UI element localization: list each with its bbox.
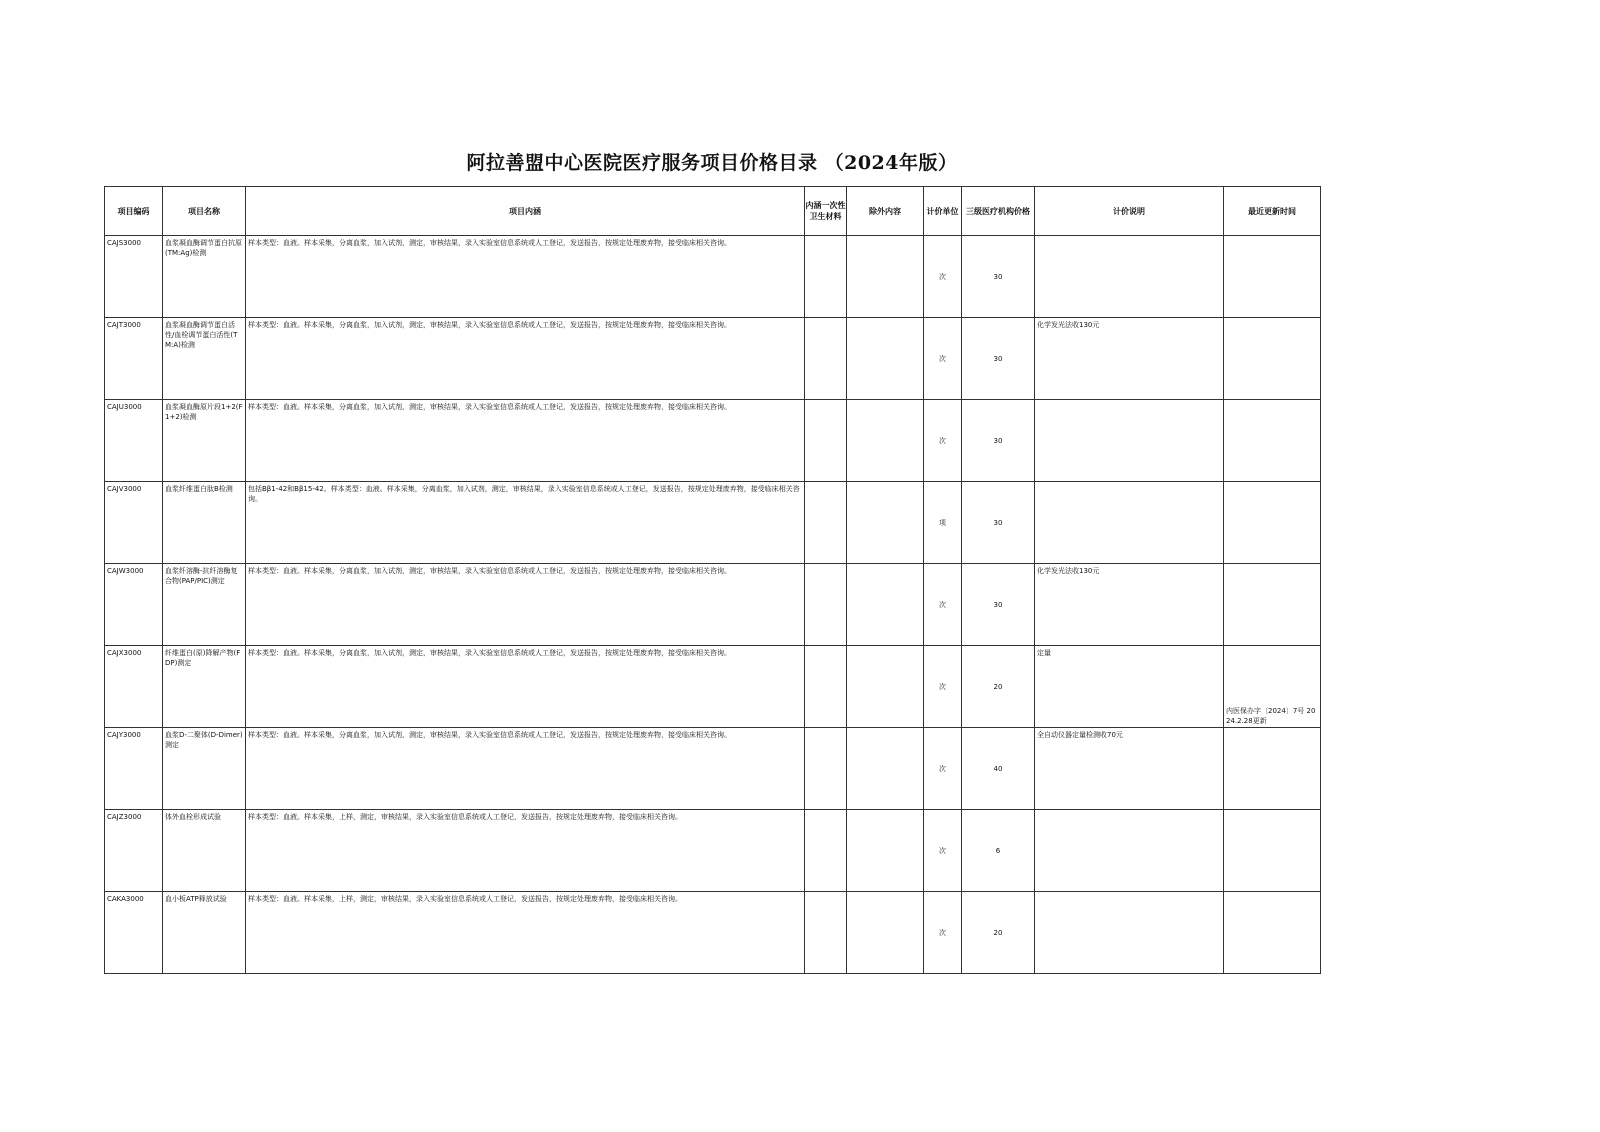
cell-code: CAJY3000 [105, 728, 163, 810]
cell-price: 30 [962, 236, 1035, 318]
header-exclusions: 除外内容 [847, 187, 924, 236]
cell-notes: 全自动仪器定量检测收70元 [1035, 728, 1224, 810]
cell-consumables [805, 892, 847, 974]
cell-notes [1035, 810, 1224, 892]
cell-content: 样本类型：血液。样本采集，分离血浆，加入试剂，测定，审核结果，录入实验室信息系统或人工登记，发送报告，按规定处理废弃物，接受临床相关咨询。 [246, 318, 805, 400]
header-updated: 最近更新时间 [1224, 187, 1321, 236]
cell-updated [1224, 810, 1321, 892]
table-row [105, 236, 1321, 318]
cell-name: 体外血栓形成试验 [163, 810, 246, 892]
cell-consumables [805, 646, 847, 728]
cell-name: 血小板ATP释放试验 [163, 892, 246, 974]
cell-exclusions [847, 400, 924, 482]
cell-notes [1035, 892, 1224, 974]
cell-consumables [805, 482, 847, 564]
cell-updated [1224, 318, 1321, 400]
cell-updated [1224, 564, 1321, 646]
cell-price: 20 [962, 646, 1035, 728]
price-table [104, 186, 1321, 974]
table-header-row [105, 187, 1321, 236]
header-code: 项目编码 [105, 187, 163, 236]
cell-unit: 次 [924, 236, 962, 318]
header-consumables: 内涵一次性卫生材料 [805, 187, 847, 236]
cell-notes: 化学发光法收130元 [1035, 318, 1224, 400]
cell-code: CAJU3000 [105, 400, 163, 482]
table-row [105, 646, 1321, 728]
cell-name: 血浆纤维蛋白肽B检测 [163, 482, 246, 564]
cell-exclusions [847, 318, 924, 400]
cell-content: 样本类型：血液。样本采集，分离血浆，加入试剂，测定，审核结果，录入实验室信息系统或人工登记，发送报告，按规定处理废弃物，接受临床相关咨询。 [246, 728, 805, 810]
cell-notes [1035, 236, 1224, 318]
cell-unit: 次 [924, 318, 962, 400]
cell-exclusions [847, 892, 924, 974]
cell-code: CAJW3000 [105, 564, 163, 646]
cell-updated [1224, 236, 1321, 318]
cell-content: 样本类型：血液。样本采集，分离血浆，加入试剂，测定，审核结果，录入实验室信息系统或人工登记，发送报告，按规定处理废弃物，接受临床相关咨询。 [246, 236, 805, 318]
cell-code: CAJT3000 [105, 318, 163, 400]
cell-unit: 项 [924, 482, 962, 564]
cell-notes [1035, 400, 1224, 482]
cell-updated [1224, 400, 1321, 482]
cell-price: 20 [962, 892, 1035, 974]
cell-name: 血浆凝血酶调节蛋白活性/血栓调节蛋白活性(TM:A)检测 [163, 318, 246, 400]
cell-unit: 次 [924, 810, 962, 892]
cell-exclusions [847, 728, 924, 810]
cell-notes: 定量 [1035, 646, 1224, 728]
cell-exclusions [847, 646, 924, 728]
cell-notes [1035, 482, 1224, 564]
cell-unit: 次 [924, 728, 962, 810]
cell-price: 30 [962, 482, 1035, 564]
cell-price: 30 [962, 400, 1035, 482]
header-unit: 计价单位 [924, 187, 962, 236]
cell-code: CAKA3000 [105, 892, 163, 974]
cell-content: 样本类型：血液。样本采集，上样，测定，审核结果，录入实验室信息系统或人工登记，发送报告，按规定处理废弃物，接受临床相关咨询。 [246, 892, 805, 974]
cell-price: 40 [962, 728, 1035, 810]
table-row [105, 810, 1321, 892]
cell-updated [1224, 892, 1321, 974]
table-row [105, 728, 1321, 810]
cell-unit: 次 [924, 400, 962, 482]
cell-consumables [805, 318, 847, 400]
cell-content: 包括Bβ1-42和Bβ15-42。样本类型：血液。样本采集，分离血浆，加入试剂，测定，审核结果，录入实验室信息系统或人工登记，发送报告，按规定处理废弃物，接受临床相关咨询。 [246, 482, 805, 564]
cell-exclusions [847, 236, 924, 318]
cell-notes: 化学发光法收130元 [1035, 564, 1224, 646]
cell-consumables [805, 564, 847, 646]
page-title: 阿拉善盟中心医院医疗服务项目价格目录 （2024年版） [466, 152, 958, 174]
table-row [105, 318, 1321, 400]
cell-code: CAJZ3000 [105, 810, 163, 892]
cell-exclusions [847, 810, 924, 892]
cell-code: CAJV3000 [105, 482, 163, 564]
cell-code: CAJS3000 [105, 236, 163, 318]
cell-price: 6 [962, 810, 1035, 892]
cell-unit: 次 [924, 646, 962, 728]
header-price: 三级医疗机构价格 [962, 187, 1035, 236]
cell-unit: 次 [924, 564, 962, 646]
cell-unit: 次 [924, 892, 962, 974]
header-notes: 计价说明 [1035, 187, 1224, 236]
cell-name: 血浆纤溶酶-抗纤溶酶复合物(PAP/PIC)测定 [163, 564, 246, 646]
cell-price: 30 [962, 564, 1035, 646]
cell-consumables [805, 236, 847, 318]
cell-name: 血浆D-二聚体(D-Dimer)测定 [163, 728, 246, 810]
header-content: 项目内涵 [246, 187, 805, 236]
table-row [105, 400, 1321, 482]
cell-name: 血浆凝血酶原片段1+2(F1+2)检测 [163, 400, 246, 482]
cell-name: 纤维蛋白(原)降解产物(FDP)测定 [163, 646, 246, 728]
header-name: 项目名称 [163, 187, 246, 236]
cell-content: 样本类型：血液。样本采集，分离血浆，加入试剂，测定，审核结果，录入实验室信息系统或人工登记，发送报告，按规定处理废弃物，接受临床相关咨询。 [246, 646, 805, 728]
table-row [105, 564, 1321, 646]
table-row [105, 482, 1321, 564]
cell-consumables [805, 400, 847, 482]
cell-updated [1224, 482, 1321, 564]
cell-exclusions [847, 564, 924, 646]
table-row [105, 892, 1321, 974]
cell-content: 样本类型：血液。样本采集，分离血浆，加入试剂，测定，审核结果，录入实验室信息系统或人工登记，发送报告，按规定处理废弃物，接受临床相关咨询。 [246, 564, 805, 646]
cell-content: 样本类型：血液。样本采集，上样，测定，审核结果，录入实验室信息系统或人工登记，发送报告，按规定处理废弃物，接受临床相关咨询。 [246, 810, 805, 892]
cell-updated [1224, 728, 1321, 810]
cell-price: 30 [962, 318, 1035, 400]
cell-name: 血浆凝血酶调节蛋白抗原(TM:Ag)检测 [163, 236, 246, 318]
cell-content: 样本类型：血液。样本采集，分离血浆，加入试剂，测定，审核结果，录入实验室信息系统或人工登记，发送报告，按规定处理废弃物，接受临床相关咨询。 [246, 400, 805, 482]
cell-consumables [805, 810, 847, 892]
cell-updated: 内医保办字〔2024〕7号 2024.2.28更新 [1224, 646, 1321, 728]
cell-consumables [805, 728, 847, 810]
cell-exclusions [847, 482, 924, 564]
cell-code: CAJX3000 [105, 646, 163, 728]
